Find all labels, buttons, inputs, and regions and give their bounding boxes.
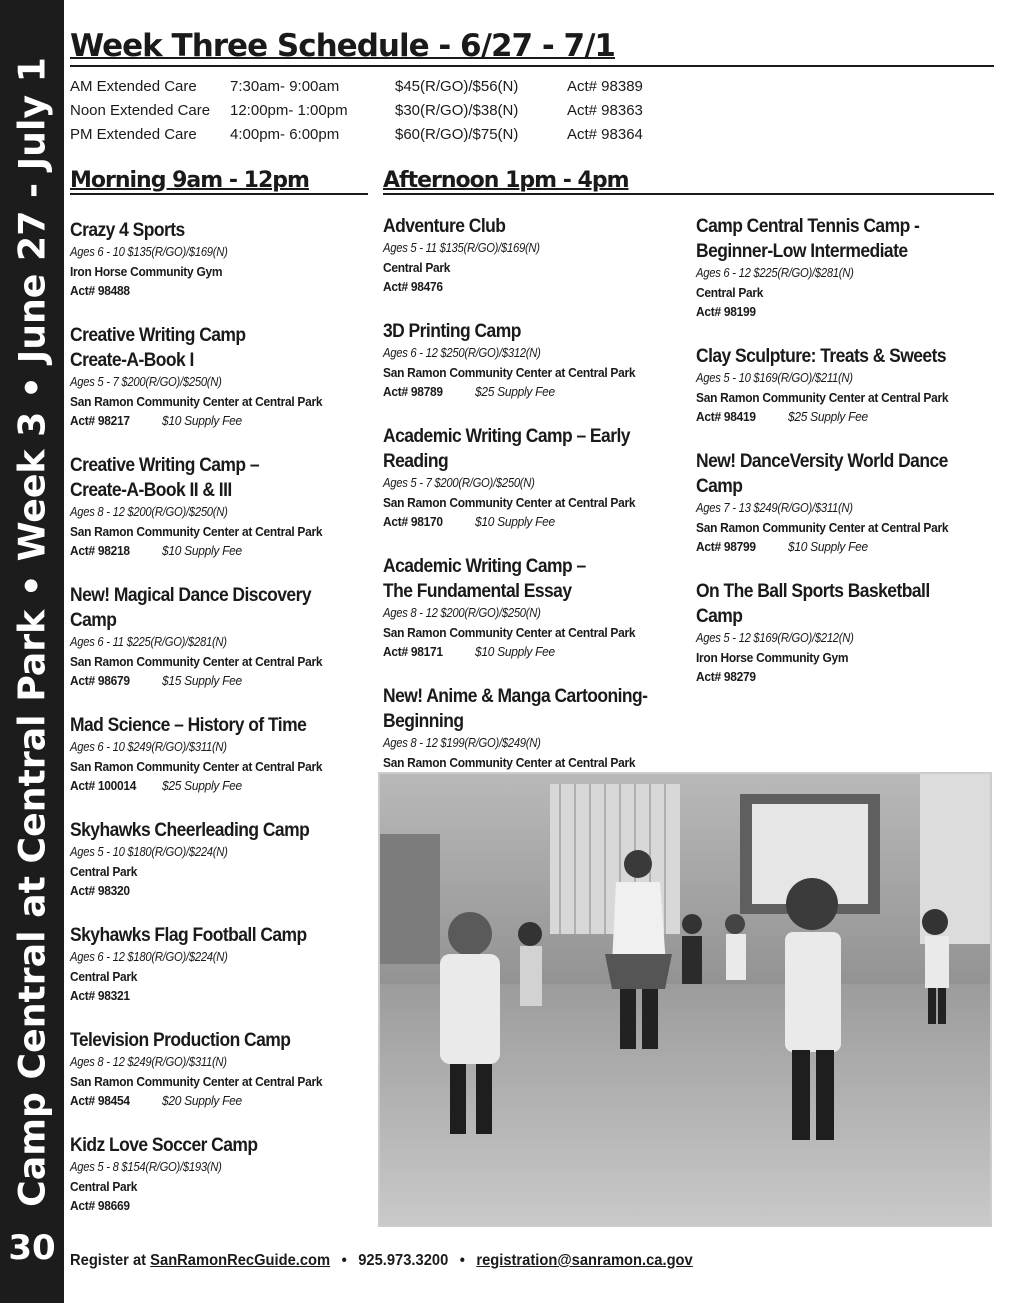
camp-listing — [70, 713, 370, 795]
camp-activity-number: Act# 98171 $10 Supply Fee — [383, 644, 555, 659]
page-number: 30 — [8, 1228, 56, 1268]
camp-title: On The Ball Sports Basketball — [696, 581, 930, 602]
camp-ages-price: Ages 6 - 12 $180(R/GO)/$224(N) — [70, 950, 228, 964]
afternoon-camp-list-1 — [383, 214, 688, 814]
camp-listing — [383, 424, 688, 531]
camp-listing — [696, 214, 1001, 321]
camp-location: San Ramon Community Center at Central Park — [383, 755, 636, 770]
camp-listing — [70, 818, 370, 900]
camp-title: Clay Sculpture: Treats & Sweets — [696, 346, 947, 367]
camp-ages-price: Ages 6 - 10 $135(R/GO)/$169(N) — [70, 245, 228, 259]
extended-care-table — [70, 74, 687, 146]
care-row: PM Extended Care 4:00pm- 6:00pm $60(R/GO)/$75(N) Act# 98364 — [70, 125, 643, 143]
camp-ages-price: Ages 5 - 11 $135(R/GO)/$169(N) — [383, 241, 540, 255]
camp-title: Camp — [70, 610, 117, 631]
camp-title: Skyhawks Flag Football Camp — [70, 925, 307, 946]
camp-title: Kidz Love Soccer Camp — [70, 1135, 258, 1156]
camp-location: Central Park — [70, 969, 138, 984]
camp-activity-number: Act# 98320 — [70, 883, 130, 898]
camp-listing — [696, 449, 1001, 556]
care-row: AM Extended Care 7:30am- 9:00am $45(R/GO)/$56(N) Act# 98389 — [70, 77, 643, 95]
camp-listing — [696, 579, 1001, 686]
supply-fee: $10 Supply Fee — [475, 514, 555, 529]
camp-listing — [70, 323, 370, 430]
dance-class-photo — [378, 772, 992, 1227]
side-bar — [0, 0, 64, 1303]
camp-activity-number: Act# 98321 — [70, 988, 130, 1003]
supply-fee: $10 Supply Fee — [788, 539, 868, 554]
camp-location: San Ramon Community Center at Central Park — [70, 654, 323, 669]
care-row: Noon Extended Care 12:00pm- 1:00pm $30(R/GO)/$38(N) Act# 98363 — [70, 101, 643, 119]
camp-activity-number: Act# 100014 $25 Supply Fee — [70, 778, 242, 793]
camp-title: Television Production Camp — [70, 1030, 291, 1051]
supply-fee: $10 Supply Fee — [162, 543, 242, 558]
afternoon-camp-list-2 — [696, 214, 1001, 709]
email-link[interactable]: registration@sanramon.ca.gov — [476, 1252, 693, 1269]
morning-heading: Morning 9am - 12pm — [70, 168, 368, 195]
camp-ages-price: Ages 7 - 13 $249(R/GO)/$311(N) — [696, 501, 853, 515]
camp-listing — [383, 554, 688, 661]
camp-listing — [70, 453, 370, 560]
camp-location: San Ramon Community Center at Central Park — [70, 394, 323, 409]
page-title: Week Three Schedule - 6/27 - 7/1 — [70, 28, 994, 67]
phone-number: 925.973.3200 — [358, 1252, 449, 1269]
camp-activity-number: Act# 98679 $15 Supply Fee — [70, 673, 242, 688]
camp-listing — [70, 1028, 370, 1110]
camp-location: San Ramon Community Center at Central Park — [70, 524, 323, 539]
camp-listing — [383, 214, 688, 296]
camp-title: 3D Printing Camp — [383, 321, 521, 342]
camp-ages-price: Ages 8 - 12 $200(R/GO)/$250(N) — [383, 606, 541, 620]
camp-location: San Ramon Community Center at Central Park — [70, 1074, 323, 1089]
camp-listing — [70, 218, 370, 300]
supply-fee: $20 Supply Fee — [162, 1093, 242, 1108]
camp-title: Create-A-Book I — [70, 350, 194, 371]
camp-title: Camp — [696, 606, 743, 627]
camp-ages-price: Ages 5 - 12 $169(R/GO)/$212(N) — [696, 631, 854, 645]
camp-title: Reading — [383, 451, 449, 472]
camp-ages-price: Ages 6 - 11 $225(R/GO)/$281(N) — [70, 635, 227, 649]
supply-fee: $25 Supply Fee — [162, 778, 242, 793]
camp-activity-number: Act# 98279 — [696, 669, 756, 684]
supply-fee: $15 Supply Fee — [162, 673, 242, 688]
camp-listing — [70, 583, 370, 690]
camp-activity-number: Act# 98488 — [70, 283, 130, 298]
camp-title: New! Magical Dance Discovery — [70, 585, 312, 606]
camp-title: Academic Writing Camp – — [383, 556, 586, 577]
camp-location: Central Park — [70, 864, 138, 879]
camp-activity-number: Act# 98170 $10 Supply Fee — [383, 514, 555, 529]
camp-activity-number: Act# 98476 — [383, 279, 443, 294]
supply-fee: $25 Supply Fee — [788, 409, 868, 424]
camp-title: Adventure Club — [383, 216, 506, 237]
supply-fee: $25 Supply Fee — [475, 384, 555, 399]
camp-activity-number: Act# 98218 $10 Supply Fee — [70, 543, 242, 558]
footer: Register at SanRamonRecGuide.com • 925.973.3200 • registration@sanramon.ca.gov — [70, 1252, 693, 1269]
side-title: Camp Central at Central Park • Week 3 • June 27 - July 1 — [10, 57, 54, 1207]
camp-title: Crazy 4 Sports — [70, 220, 185, 241]
camp-title: Creative Writing Camp — [70, 325, 246, 346]
camp-title: Creative Writing Camp – — [70, 455, 260, 476]
afternoon-heading: Afternoon 1pm - 4pm — [383, 168, 994, 195]
supply-fee: $10 Supply Fee — [475, 644, 555, 659]
website-link[interactable]: SanRamonRecGuide.com — [150, 1252, 331, 1269]
camp-ages-price: Ages 5 - 10 $180(R/GO)/$224(N) — [70, 845, 228, 859]
camp-listing — [70, 1133, 370, 1215]
camp-activity-number: Act# 98217 $10 Supply Fee — [70, 413, 242, 428]
camp-title: Skyhawks Cheerleading Camp — [70, 820, 310, 841]
camp-activity-number: Act# 98454 $20 Supply Fee — [70, 1093, 242, 1108]
camp-location: Iron Horse Community Gym — [70, 264, 223, 279]
camp-activity-number: Act# 98199 — [696, 304, 756, 319]
camp-ages-price: Ages 5 - 7 $200(R/GO)/$250(N) — [383, 476, 535, 490]
camp-activity-number: Act# 98669 — [70, 1198, 130, 1213]
camp-title: Academic Writing Camp – Early — [383, 426, 630, 447]
camp-title: Mad Science – History of Time — [70, 715, 307, 736]
camp-title: Beginning — [383, 711, 464, 732]
camp-title: New! Anime & Manga Cartooning- — [383, 686, 648, 707]
morning-camp-list — [70, 218, 370, 1238]
camp-location: San Ramon Community Center at Central Park — [383, 625, 636, 640]
camp-activity-number: Act# 98789 $25 Supply Fee — [383, 384, 555, 399]
camp-location: Central Park — [70, 1179, 138, 1194]
camp-location: San Ramon Community Center at Central Park — [383, 495, 636, 510]
camp-location: Central Park — [696, 285, 764, 300]
camp-ages-price: Ages 8 - 12 $249(R/GO)/$311(N) — [70, 1055, 227, 1069]
camp-ages-price: Ages 6 - 10 $249(R/GO)/$311(N) — [70, 740, 227, 754]
camp-listing — [383, 319, 688, 401]
camp-location: Central Park — [383, 260, 451, 275]
camp-location: San Ramon Community Center at Central Park — [696, 390, 949, 405]
camp-title: Camp — [696, 476, 743, 497]
camp-ages-price: Ages 6 - 12 $250(R/GO)/$312(N) — [383, 346, 541, 360]
camp-listing — [696, 344, 1001, 426]
camp-ages-price: Ages 6 - 12 $225(R/GO)/$281(N) — [696, 266, 854, 280]
camp-ages-price: Ages 5 - 8 $154(R/GO)/$193(N) — [70, 1160, 222, 1174]
camp-activity-number: Act# 98419 $25 Supply Fee — [696, 409, 868, 424]
camp-title: Create-A-Book II & III — [70, 480, 232, 501]
camp-title: Camp Central Tennis Camp - — [696, 216, 920, 237]
camp-ages-price: Ages 8 - 12 $200(R/GO)/$250(N) — [70, 505, 228, 519]
camp-ages-price: Ages 8 - 12 $199(R/GO)/$249(N) — [383, 736, 541, 750]
camp-title: New! DanceVersity World Dance — [696, 451, 948, 472]
camp-title: The Fundamental Essay — [383, 581, 572, 602]
camp-title: Beginner-Low Intermediate — [696, 241, 908, 262]
camp-ages-price: Ages 5 - 7 $200(R/GO)/$250(N) — [70, 375, 222, 389]
camp-location: Iron Horse Community Gym — [696, 650, 849, 665]
supply-fee: $10 Supply Fee — [162, 413, 242, 428]
camp-ages-price: Ages 5 - 10 $169(R/GO)/$211(N) — [696, 371, 853, 385]
camp-location: San Ramon Community Center at Central Park — [383, 365, 636, 380]
camp-location: San Ramon Community Center at Central Park — [70, 759, 323, 774]
camp-listing — [70, 923, 370, 1005]
camp-activity-number: Act# 98799 $10 Supply Fee — [696, 539, 868, 554]
camp-location: San Ramon Community Center at Central Park — [696, 520, 949, 535]
